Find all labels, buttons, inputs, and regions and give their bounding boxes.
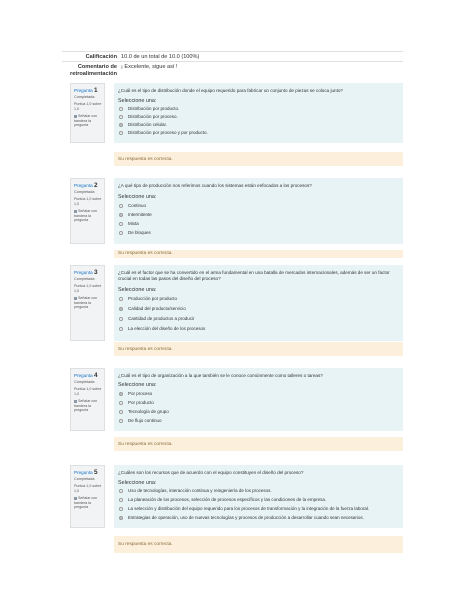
radio-button[interactable] <box>119 204 123 208</box>
answer-option[interactable]: Mixta <box>119 220 139 227</box>
flag-question-link[interactable]: Señalar con bandera la pregunta <box>74 209 98 223</box>
question-state: Completada <box>74 95 95 99</box>
question-mark: Puntúa 1,0 sobre 1,0 <box>74 284 102 293</box>
question-state: Completada <box>74 277 95 281</box>
radio-button[interactable] <box>119 231 123 235</box>
summary-divider <box>62 61 403 62</box>
select-prompt: Seleccione una: <box>118 382 157 388</box>
radio-button-selected[interactable] <box>119 213 123 217</box>
radio-button[interactable] <box>119 297 123 301</box>
flag-question-link[interactable]: Señalar con bandera la pregunta <box>74 496 98 510</box>
question-4-content <box>114 368 403 431</box>
radio-button-selected[interactable] <box>119 123 123 127</box>
radio-button[interactable] <box>119 498 123 502</box>
radio-button-selected[interactable] <box>119 516 123 520</box>
answer-option[interactable]: La elección del diseño de los procesos <box>119 325 205 332</box>
answer-option[interactable]: Cantidad de productos a producir <box>119 315 195 322</box>
answer-option[interactable]: La selección y distribución del equipo requerido para los procesos de transformación y la integración de la fuerza laboral. <box>119 505 369 512</box>
question-info-1 <box>70 83 105 143</box>
question-info-3 <box>70 265 105 341</box>
answer-option-selected[interactable]: Intermitente <box>119 211 152 218</box>
answer-option-selected[interactable]: Calidad del producto/servicio <box>119 305 186 312</box>
summary-top-divider <box>62 51 403 52</box>
question-5-feedback: Su respuesta es correcta. <box>114 536 403 553</box>
question-number: Pregunta 4 <box>74 372 98 379</box>
radio-button[interactable] <box>119 317 123 321</box>
question-text: ¿Cuál es el tipo de distribución donde el equipo requerido para fabricar un conjunto de piezas se coloca junto? <box>118 88 343 93</box>
answer-option[interactable]: De bloques <box>119 229 151 236</box>
question-5-content <box>114 465 403 528</box>
question-number: Pregunta 1 <box>74 87 98 94</box>
answer-option[interactable]: De flujo continuo <box>119 417 162 424</box>
answer-option[interactable]: Por producto <box>119 399 154 406</box>
select-prompt: Seleccione una: <box>118 480 157 486</box>
question-info-2 <box>70 178 105 244</box>
flag-icon <box>74 497 77 500</box>
feedback-label: Comentario de <box>77 64 117 70</box>
question-state: Completada <box>74 477 95 481</box>
answer-option[interactable]: Uso de tecnologías, interacción continua y reingeniería de los procesos. <box>119 487 272 494</box>
flag-question-link[interactable]: Señalar con bandera la pregunta <box>74 399 98 413</box>
question-info-5 <box>70 465 105 528</box>
question-mark: Puntúa 1,0 sobre 1,0 <box>74 197 102 206</box>
radio-button[interactable] <box>119 419 123 423</box>
flag-icon <box>74 210 77 213</box>
question-number: Pregunta 2 <box>74 182 98 189</box>
radio-button[interactable] <box>119 410 123 414</box>
question-1-feedback: Su respuesta es correcta. <box>114 152 403 166</box>
question-state: Completada <box>74 380 95 384</box>
radio-button[interactable] <box>119 131 123 135</box>
radio-button-selected[interactable] <box>119 307 123 311</box>
answer-option[interactable]: Distribución por proceso. <box>119 113 178 120</box>
question-text: ¿Cuál es el tipo de organización a la que también se le conoce comúnmente como talleres o tareas? <box>118 373 323 378</box>
question-info-4 <box>70 368 105 431</box>
question-1-content <box>114 83 403 143</box>
radio-button[interactable] <box>119 489 123 493</box>
select-prompt: Seleccione una: <box>118 98 157 104</box>
radio-button[interactable] <box>119 401 123 405</box>
question-mark: Puntúa 1,0 sobre 1,0 <box>74 102 102 111</box>
radio-button[interactable] <box>119 222 123 226</box>
question-2-feedback: Su respuesta es correcta. <box>114 250 403 258</box>
question-state: Completada <box>74 190 95 194</box>
question-3-feedback: Su respuesta es correcta. <box>114 342 403 356</box>
radio-button-selected[interactable] <box>119 392 123 396</box>
question-text: ¿Cuáles son los recursos que de acuerdo con el equipo constituyen el diseño del proceso? <box>118 470 304 475</box>
flag-question-link[interactable]: Señalar con bandera la pregunta <box>74 296 98 310</box>
grade-label: Calificación <box>85 54 117 60</box>
radio-button[interactable] <box>119 107 123 111</box>
flag-icon <box>74 115 77 118</box>
answer-option[interactable]: Distribución por proceso y por producto. <box>119 129 208 136</box>
overall-feedback-value: ¡ Excelente, sigue así ! <box>121 64 178 70</box>
answer-option[interactable]: La planeación de los procesos, selección de procesos específicos y las condiciones de la empresa. <box>119 496 326 503</box>
radio-button[interactable] <box>119 327 123 331</box>
radio-button[interactable] <box>119 507 123 511</box>
grade-value: 10.0 de un total de 10.0 (100%) <box>121 54 200 60</box>
answer-option-selected[interactable]: Distribución celular. <box>119 121 167 128</box>
question-text: ¿Cuál es el factor que se ha convertido en el arma fundamental en una batalla de mercados internacionales, además de ser un factor crucial en todas las pasos del diseño del proceso? <box>118 270 390 281</box>
question-2-content <box>114 178 403 244</box>
answer-option-selected[interactable]: Estrategias de operación, uso de nuevas tecnologías y procesos de producción a desarrollar cuando sean necesarios. <box>119 514 364 521</box>
question-mark: Puntúa 1,0 sobre 1,0 <box>74 484 102 493</box>
flag-icon <box>74 297 77 300</box>
answer-option-selected[interactable]: Por proceso <box>119 390 152 397</box>
answer-option[interactable]: Continuo <box>119 202 146 209</box>
question-3-content <box>114 265 403 341</box>
question-number: Pregunta 5 <box>74 469 98 476</box>
answer-option[interactable]: Producción por producto <box>119 295 177 302</box>
question-number: Pregunta 3 <box>74 269 98 276</box>
question-4-feedback: Su respuesta es correcta. <box>114 437 403 451</box>
select-prompt: Seleccione una: <box>118 287 157 293</box>
question-text: ¿A qué tipo de producción nos referimos cuando los sistemas están enfocados a los procesos? <box>118 183 312 188</box>
select-prompt: Seleccione una: <box>118 194 157 200</box>
radio-button[interactable] <box>119 115 123 119</box>
flag-icon <box>74 400 77 403</box>
feedback-label-cont: retroalimentación <box>70 71 117 77</box>
flag-question-link[interactable]: Señalar con bandera la pregunta <box>74 114 98 128</box>
question-mark: Puntúa 1,0 sobre 1,0 <box>74 387 102 396</box>
answer-option[interactable]: Distribución por producto. <box>119 105 179 112</box>
answer-option[interactable]: Tecnología de grupo <box>119 408 169 415</box>
